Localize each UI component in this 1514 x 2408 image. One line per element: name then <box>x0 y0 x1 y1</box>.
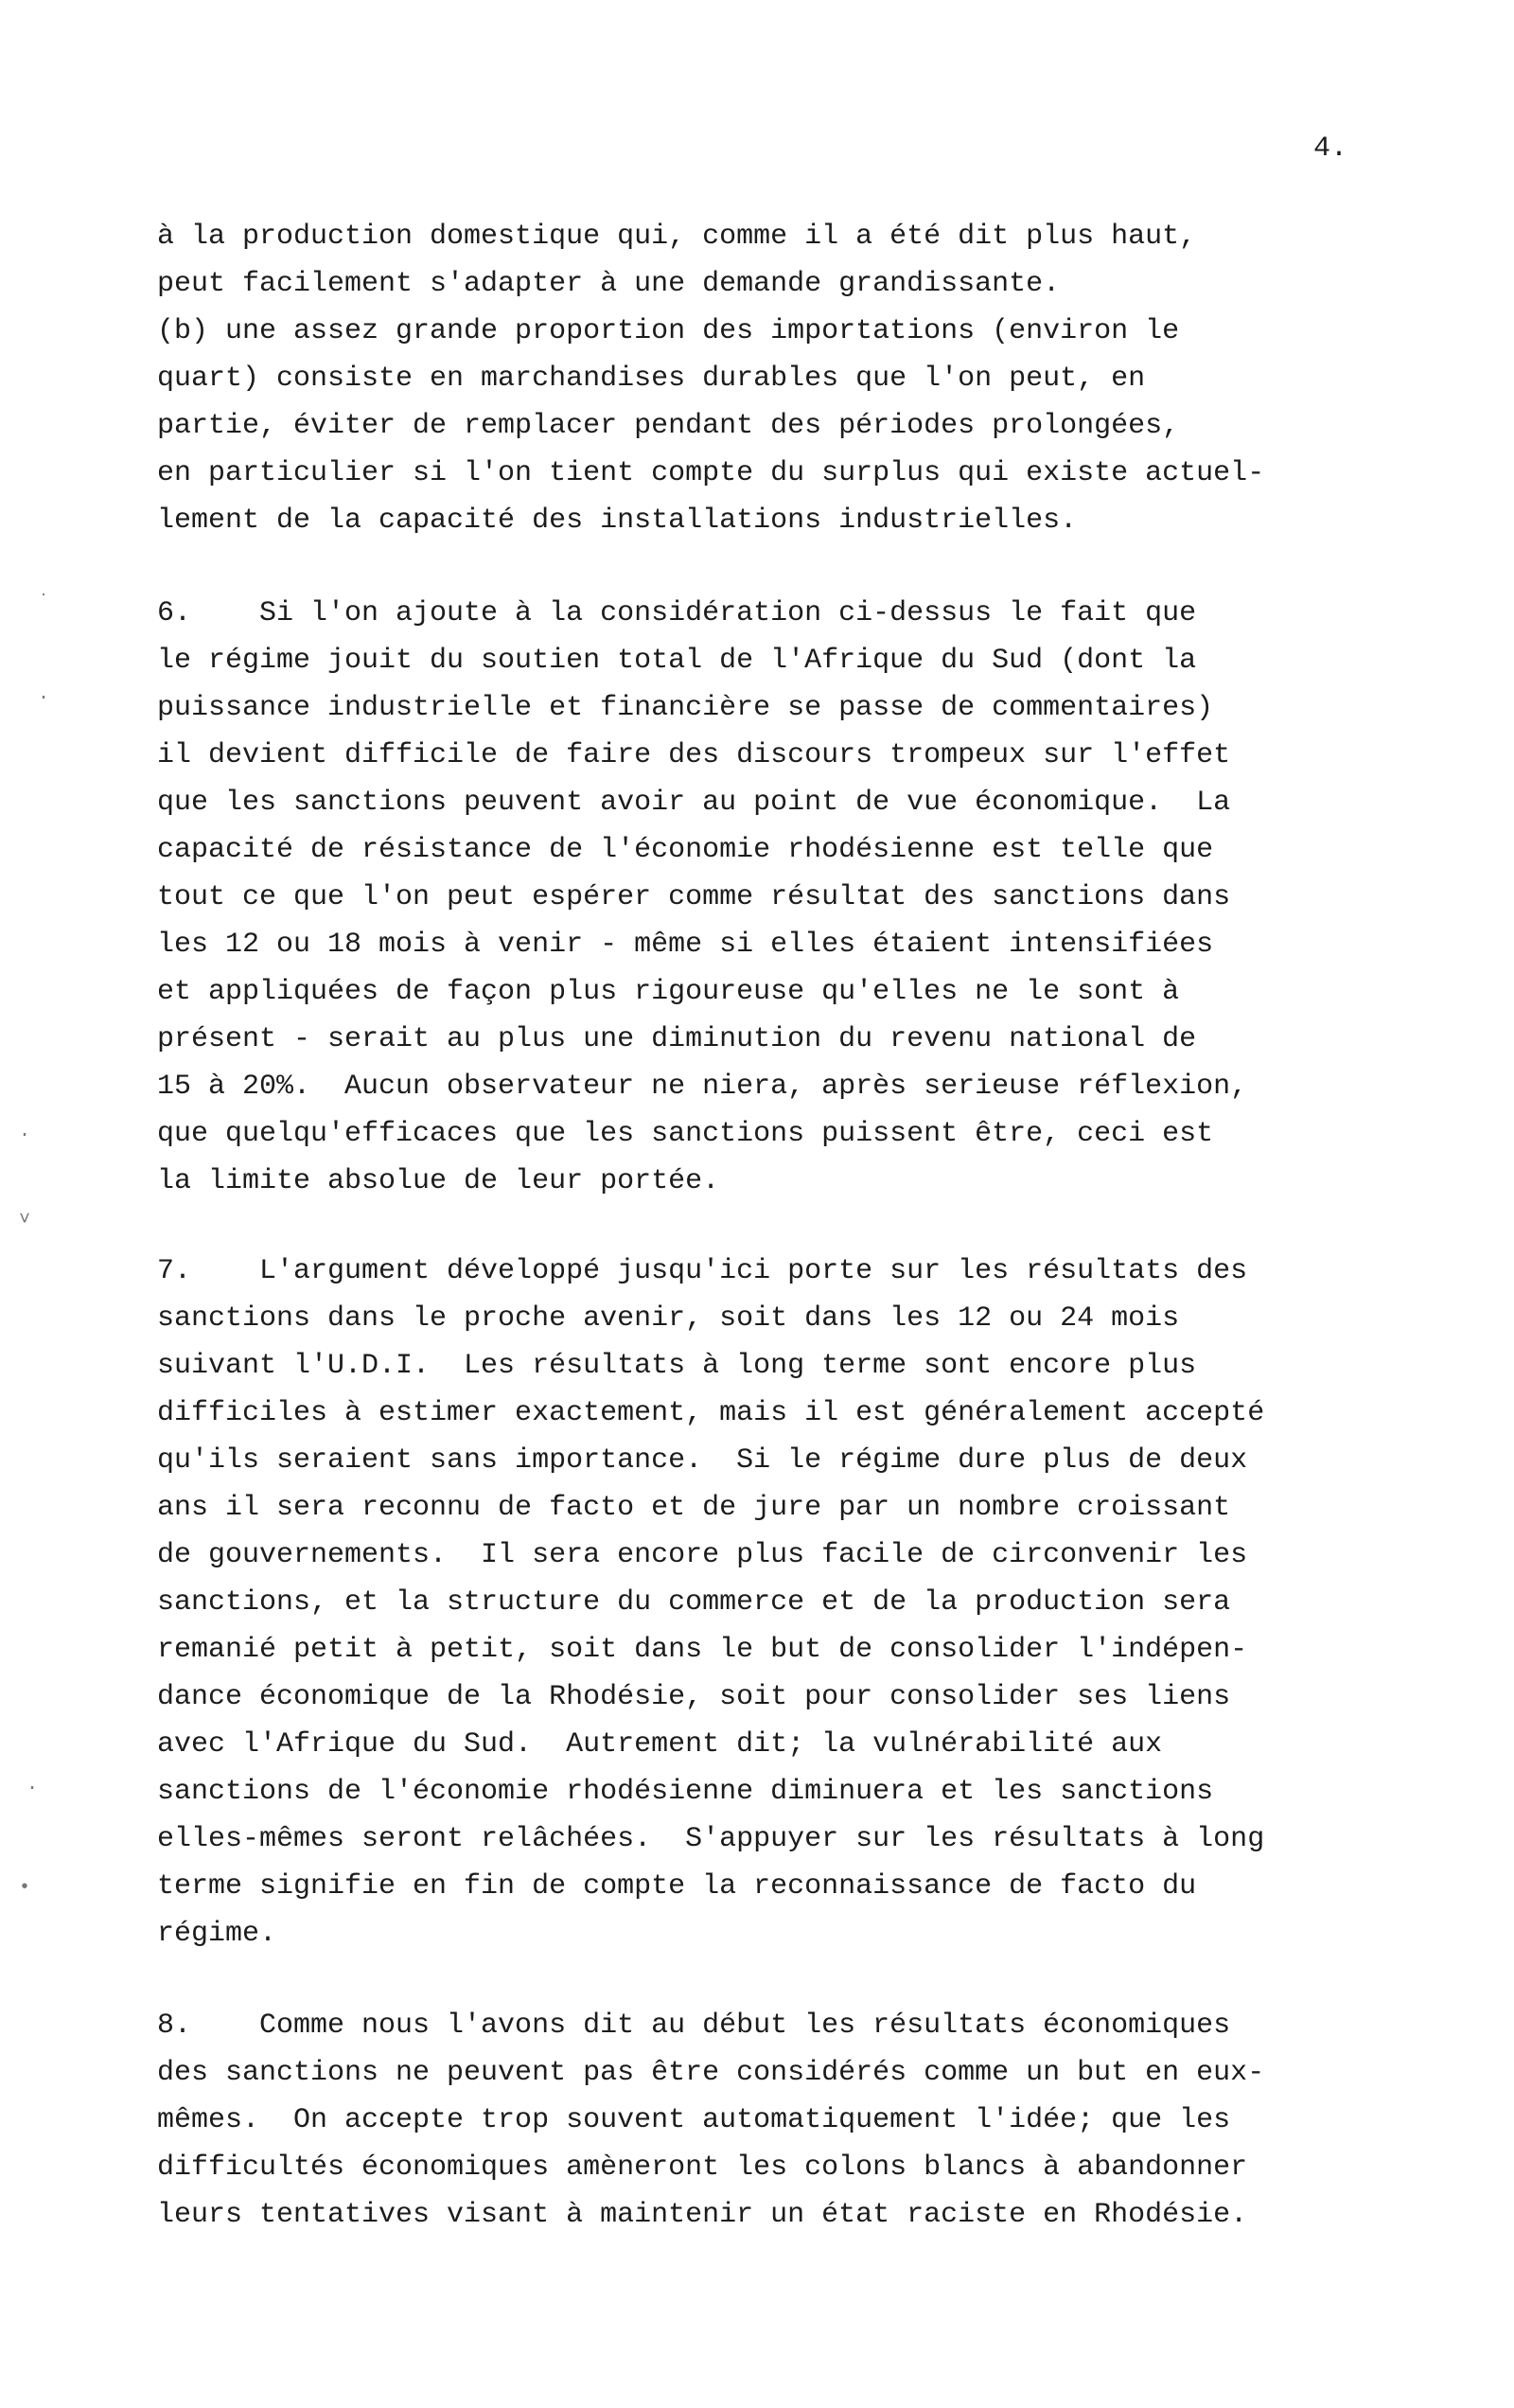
text-line: tout ce que l'on peut espérer comme résultat des sanctions dans <box>157 881 1231 913</box>
text-line: leurs tentatives visant à maintenir un état raciste en Rhodésie. <box>157 2199 1248 2231</box>
text-line: terme signifie en fin de compte la reconnaissance de facto du <box>157 1870 1197 1903</box>
text-line: régime. <box>157 1918 277 1950</box>
text-line: avec l'Afrique du Sud. Autrement dit; la vulnérabilité aux <box>157 1728 1163 1761</box>
text-line: suivant l'U.D.I. Les résultats à long terme sont encore plus <box>157 1350 1197 1382</box>
text-line: que quelqu'efficaces que les sanctions puissent être, ceci est <box>157 1118 1214 1150</box>
text-line: des sanctions ne peuvent pas être considérés comme un but en eux- <box>157 2057 1265 2089</box>
page-number: 4. <box>1313 133 1348 165</box>
text-line: 6. Si l'on ajoute à la considération ci-dessus le fait que <box>157 597 1197 629</box>
text-line: lement de la capacité des installations industrielles. <box>157 505 1078 537</box>
text-line: puissance industrielle et financière se passe de commentaires) <box>157 692 1214 724</box>
text-line: capacité de résistance de l'économie rhodésienne est telle que <box>157 834 1214 866</box>
paragraph-6 <box>157 590 1425 1205</box>
text-line: que les sanctions peuvent avoir au point de vue économique. La <box>157 787 1231 819</box>
scan-mark: · <box>38 687 50 709</box>
text-line: il devient difficile de faire des discours trompeux sur l'effet <box>157 739 1231 771</box>
text-line: 15 à 20%. Aucun observateur ne niera, après serieuse réflexion, <box>157 1071 1248 1103</box>
text-line: présent - serait au plus une diminution du revenu national de <box>157 1023 1197 1055</box>
scan-mark: ˅ <box>19 1210 31 1231</box>
text-line: sanctions dans le proche avenir, soit dans les 12 ou 24 mois <box>157 1302 1180 1335</box>
scan-mark: · <box>26 1778 39 1799</box>
text-line: qu'ils seraient sans importance. Si le régime dure plus de deux <box>157 1444 1248 1477</box>
scan-mark: ˙ <box>38 593 50 614</box>
text-line: ans il sera reconnu de facto et de jure par un nombre croissant <box>157 1492 1231 1524</box>
text-line: la limite absolue de leur portée. <box>157 1165 720 1197</box>
text-line: partie, éviter de remplacer pendant des périodes prolongées, <box>157 410 1180 442</box>
text-line: en particulier si l'on tient compte du surplus qui existe actuel- <box>157 457 1265 489</box>
text-line: dance économique de la Rhodésie, soit pour consolider ses liens <box>157 1681 1231 1713</box>
scan-mark: · <box>19 1124 31 1146</box>
text-line: peut facilement s'adapter à une demande grandissante. <box>157 268 1061 300</box>
text-line: difficiles à estimer exactement, mais il est généralement accepté <box>157 1397 1265 1429</box>
text-line: les 12 ou 18 mois à venir - même si elles étaient intensifiées <box>157 929 1214 961</box>
paragraph-8 <box>157 2002 1425 2239</box>
paragraph-7 <box>157 1248 1425 1957</box>
text-line: quart) consiste en marchandises durables que l'on peut, en <box>157 363 1146 395</box>
text-line: remanié petit à petit, soit dans le but de consolider l'indépen- <box>157 1634 1248 1666</box>
paragraph-continuation <box>157 213 1425 544</box>
text-line: sanctions de l'économie rhodésienne diminuera et les sanctions <box>157 1776 1214 1808</box>
text-line: elles-mêmes seront relâchées. S'appuyer sur les résultats à long <box>157 1823 1265 1855</box>
text-line: 7. L'argument développé jusqu'ici porte sur les résultats des <box>157 1255 1248 1287</box>
text-line: difficultés économiques amèneront les colons blancs à abandonner <box>157 2151 1248 2184</box>
text-line: et appliquées de façon plus rigoureuse qu'elles ne le sont à <box>157 976 1180 1008</box>
scan-mark: • <box>19 1877 31 1899</box>
text-line: (b) une assez grande proportion des importations (environ le <box>157 315 1180 347</box>
text-line: de gouvernements. Il sera encore plus facile de circonvenir les <box>157 1539 1248 1571</box>
text-line: le régime jouit du soutien total de l'Afrique du Sud (dont la <box>157 645 1197 677</box>
text-line: 8. Comme nous l'avons dit au début les résultats économiques <box>157 2010 1231 2042</box>
text-line: à la production domestique qui, comme il a été dit plus haut, <box>157 221 1197 253</box>
text-line: mêmes. On accepte trop souvent automatiquement l'idée; que les <box>157 2104 1231 2136</box>
text-line: sanctions, et la structure du commerce et de la production sera <box>157 1586 1231 1619</box>
